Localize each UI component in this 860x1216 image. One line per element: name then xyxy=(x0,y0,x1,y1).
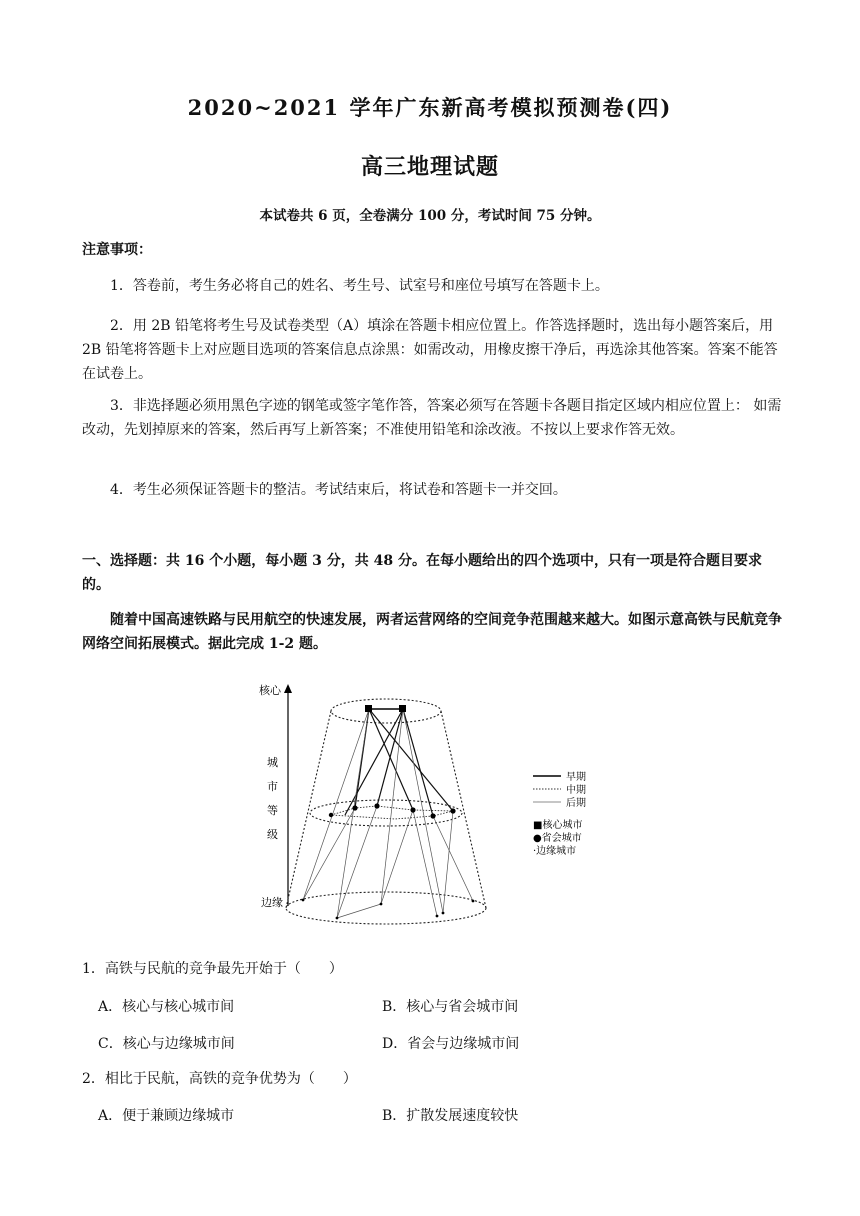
notice-item-1: 1．答卷前，考生务必将自己的姓名、考生号、试室号和座位号填写在答题卡上。 xyxy=(110,278,609,294)
notice-item-3: 3．非选择题必须用黑色字迹的钢笔或签字笔作答，答案必须写在答题卡各题目指定区域内相应位置上： 如需改动，先划掉原来的答案，然后再写上新答案；不准使用铅笔和涂改液。不按以上要求作答无效。 xyxy=(82,398,782,438)
core-city-node xyxy=(399,705,406,712)
notice-item-2: 2．用 2B 铅笔将考生号及试卷类型（A）填涂在答题卡相应位置上。作答选择题时，选出每小题答案后，用 2B 铅笔将答题卡上对应题目选项的答案信息点涂黑：如需改动，用橡皮擦干净后，再选涂其他答案。答案不能答在试卷上。 xyxy=(82,318,778,382)
late-links xyxy=(303,709,473,918)
q1-option-c: C．核心与边缘城市间 xyxy=(98,1036,235,1052)
axis-arrow-icon xyxy=(284,684,292,693)
axis-bottom-label: 边缘 xyxy=(261,896,283,909)
legend-core-city: ■核心城市 xyxy=(533,820,583,831)
edge-city-nodes xyxy=(302,899,475,920)
q2-option-b: B．扩散发展速度较快 xyxy=(382,1108,519,1124)
q1-option-d: D．省会与边缘城市间 xyxy=(382,1036,520,1052)
exam-info: 本试卷共 6 页，全卷满分 100 分，考试时间 75 分钟。 xyxy=(259,208,601,224)
legend-edge-city: ·边缘城市 xyxy=(533,846,577,857)
section-heading: 一、选择题：共 16 个小题，每小题 3 分，共 48 分。在每小题给出的四个选项中，只有一项是符合题目要求的。 xyxy=(82,553,762,593)
q2-option-a: A．便于兼顾边缘城市 xyxy=(98,1108,235,1124)
section-intro: 随着中国高速铁路与民用航空的快速发展，两者运营网络的空间竞争范围越来越大。如图示意高铁与民航竞争网络空间拓展模式。据此完成 1-2 题。 xyxy=(82,612,782,652)
legend-provincial-city: ●省会城市 xyxy=(533,833,582,844)
axis-char-2: 市 xyxy=(267,780,278,793)
axis-char-3: 等 xyxy=(267,804,278,817)
core-city-node xyxy=(365,705,372,712)
notice-heading: 注意事项： xyxy=(82,242,152,258)
axis-char-1: 城 xyxy=(267,756,278,769)
axis-top-label: 核心 xyxy=(259,684,281,697)
axis-char-4: 级 xyxy=(267,828,278,841)
exam-subtitle: 高三地理试题 xyxy=(360,154,499,180)
legend-late: 后期 xyxy=(566,798,586,809)
cone-left-side xyxy=(286,711,331,908)
q1-option-b: B．核心与省会城市间 xyxy=(382,999,519,1015)
legend-middle: 中期 xyxy=(566,785,586,796)
cone-right-side xyxy=(441,711,486,908)
question-2-stem: 2．相比于民航，高铁的竞争优势为（ ） xyxy=(82,1071,357,1087)
network-diagram xyxy=(255,678,605,928)
exam-title: 2020~2021 学年广东新高考模拟预测卷(四) xyxy=(187,95,673,120)
legend-early: 早期 xyxy=(566,772,586,783)
core-level-ellipse xyxy=(331,699,441,723)
q1-option-a: A．核心与核心城市间 xyxy=(98,999,235,1015)
edge-level-ellipse xyxy=(286,892,486,924)
question-1-stem: 1．高铁与民航的竞争最先开始于（ ） xyxy=(82,961,343,977)
notice-item-4: 4．考生必须保证答题卡的整洁。考试结束后，将试卷和答题卡一并交回。 xyxy=(110,482,567,498)
